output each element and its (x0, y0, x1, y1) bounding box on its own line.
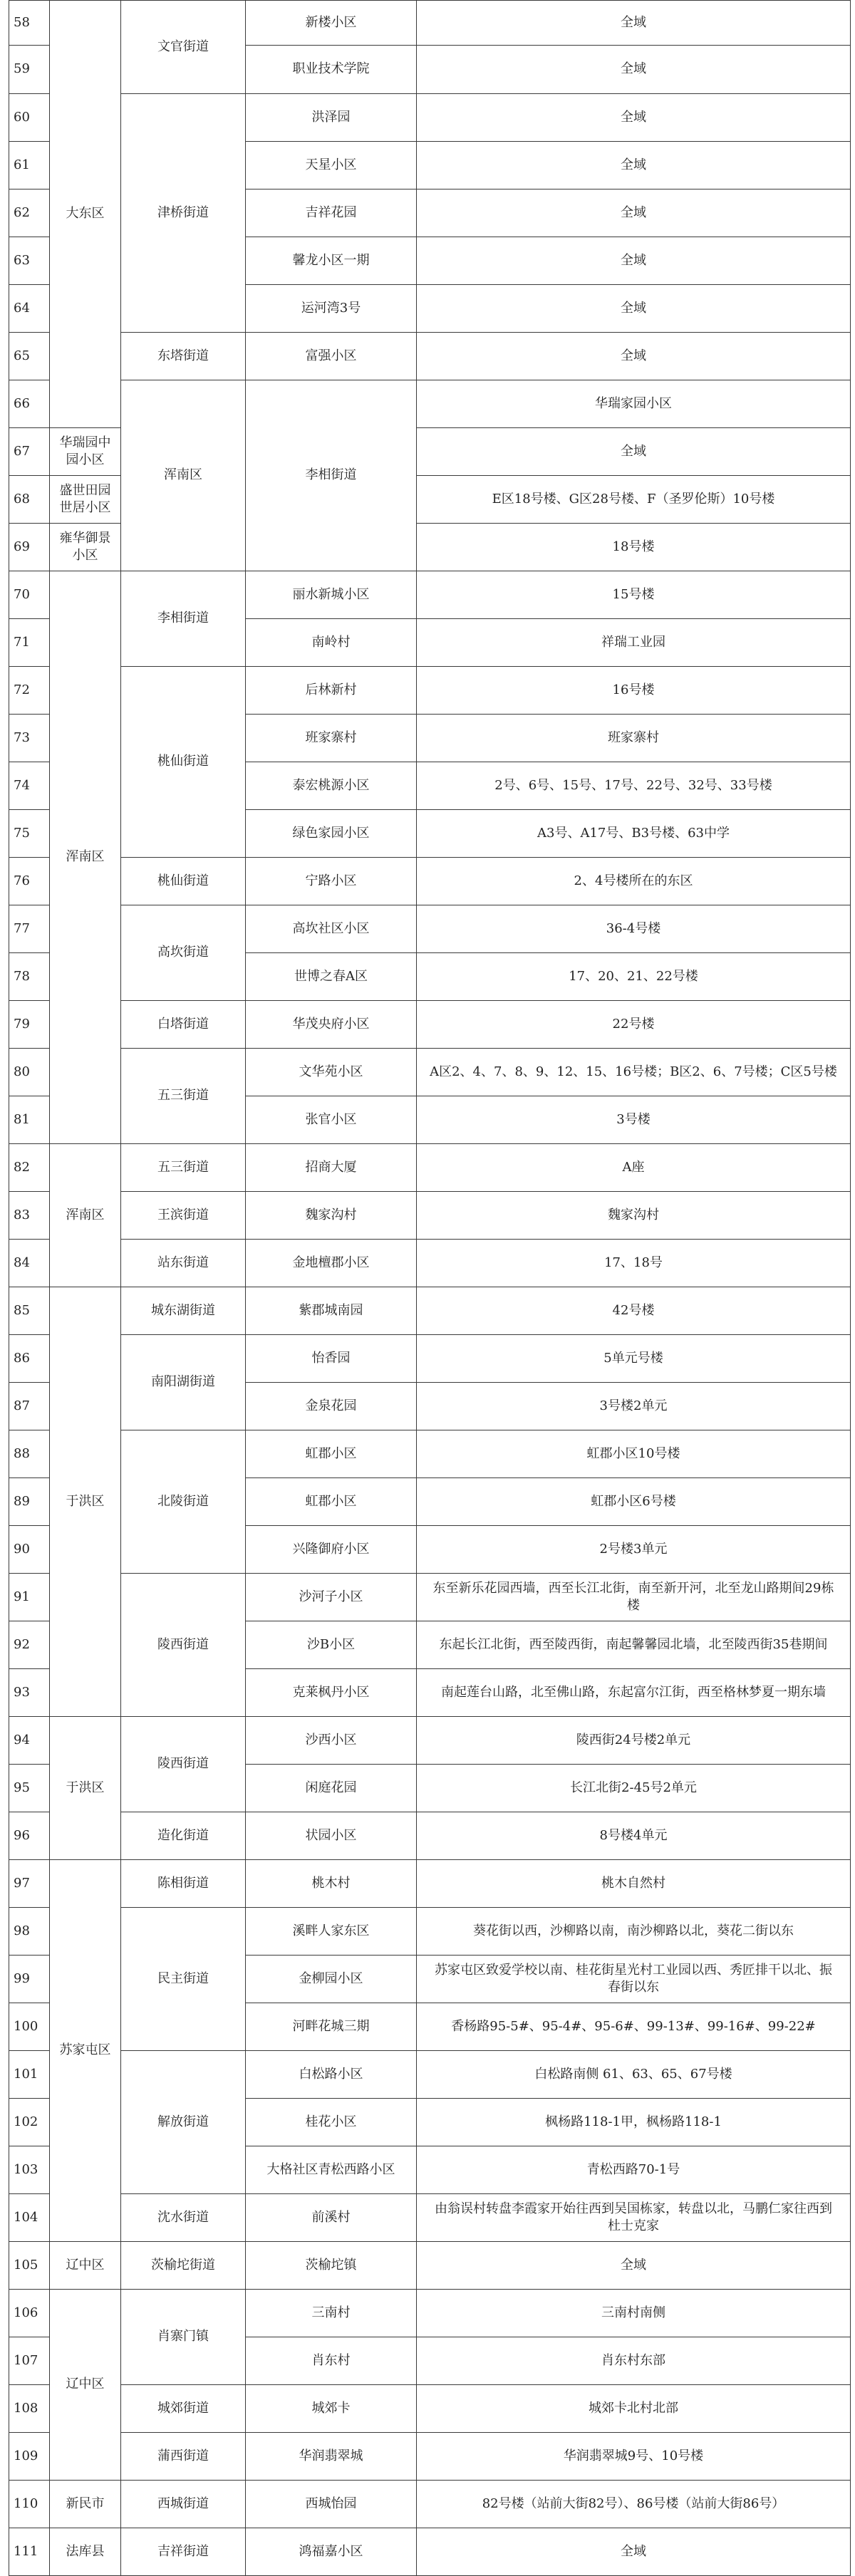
community-cell: 大格社区青松西路小区 (246, 2146, 417, 2194)
control-area-cell: A座 (417, 1144, 851, 1192)
control-area-cell: 魏家沟村 (417, 1192, 851, 1240)
community-cell: 南岭村 (246, 619, 417, 667)
community-cell: 三南村 (246, 2290, 417, 2337)
community-cell: 兴隆御府小区 (246, 1526, 417, 1574)
control-area-cell: 8号楼4单元 (417, 1812, 851, 1860)
control-area-cell: 17、18号 (417, 1240, 851, 1287)
table-row (9, 1049, 851, 1096)
community-cell: 张官小区 (246, 1096, 417, 1144)
row-number-cell: 86 (9, 1335, 50, 1383)
community-cell: 沙B小区 (246, 1621, 417, 1669)
community-cell: 桂花小区 (246, 2099, 417, 2146)
row-number-cell: 84 (9, 1240, 50, 1287)
row-number-cell: 71 (9, 619, 50, 667)
community-cell: 天星小区 (246, 142, 417, 189)
row-number-cell: 101 (9, 2051, 50, 2099)
district-cell: 浑南区 (50, 1144, 121, 1287)
row-number-cell: 68 (9, 476, 50, 524)
control-area-cell: 全域 (417, 1, 851, 46)
subdistrict-cell: 解放街道 (121, 2051, 246, 2194)
row-number-cell: 83 (9, 1192, 50, 1240)
district-cell: 辽中区 (50, 2290, 121, 2481)
row-number-cell: 93 (9, 1669, 50, 1717)
row-number-cell: 60 (9, 94, 50, 142)
control-area-cell: 南起莲台山路，北至佛山路，东起富尔江街，西至格林梦夏一期东墙 (417, 1669, 851, 1717)
community-cell: 华瑞园中园小区 (50, 428, 121, 476)
subdistrict-cell: 城郊街道 (121, 2385, 246, 2433)
row-number-cell: 61 (9, 142, 50, 189)
community-cell: 状园小区 (246, 1812, 417, 1860)
row-number-cell: 108 (9, 2385, 50, 2433)
row-number-cell: 67 (9, 428, 50, 476)
row-number-cell: 96 (9, 1812, 50, 1860)
community-cell: 鸿福嘉小区 (246, 2528, 417, 2576)
table-row (9, 2242, 851, 2290)
community-cell: 宁路小区 (246, 858, 417, 905)
community-cell: 班家寨村 (246, 715, 417, 762)
table-row (9, 1335, 851, 1383)
community-cell: 虹郡小区 (246, 1430, 417, 1478)
subdistrict-cell: 文官街道 (121, 1, 246, 94)
row-number-cell: 73 (9, 715, 50, 762)
table-row (9, 1144, 851, 1192)
table-row (9, 1908, 851, 1956)
table-row (9, 333, 851, 380)
community-cell: 华润翡翠城 (246, 2433, 417, 2481)
community-cell: 吉祥花园 (246, 189, 417, 237)
subdistrict-cell: 城东湖街道 (121, 1287, 246, 1335)
subdistrict-cell: 高坎街道 (121, 905, 246, 1001)
row-number-cell: 94 (9, 1717, 50, 1765)
subdistrict-cell: 李相街道 (246, 380, 417, 571)
table-row (9, 1240, 851, 1287)
community-cell: 绿色家园小区 (246, 810, 417, 858)
row-number-cell: 79 (9, 1001, 50, 1049)
row-number-cell: 82 (9, 1144, 50, 1192)
community-cell: 桃木村 (246, 1860, 417, 1908)
subdistrict-cell: 民主街道 (121, 1908, 246, 2051)
control-area-cell: 香杨路95-5#、95-4#、95-6#、99-13#、99-16#、99-22# (417, 2003, 851, 2051)
community-cell: 肖东村 (246, 2337, 417, 2385)
control-area-cell: 36-4号楼 (417, 905, 851, 953)
row-number-cell: 99 (9, 1956, 50, 2003)
control-area-cell: 东起长江北街，西至陵西街，南起馨馨园北墙，北至陵西街35巷期间 (417, 1621, 851, 1669)
row-number-cell: 105 (9, 2242, 50, 2290)
row-number-cell: 58 (9, 1, 50, 46)
control-area-cell: A3号、A17号、B3号楼、63中学 (417, 810, 851, 858)
community-cell: 沙河子小区 (246, 1574, 417, 1621)
community-cell: 富强小区 (246, 333, 417, 380)
table-body (9, 1, 851, 2576)
control-area-cell: 2号楼3单元 (417, 1526, 851, 1574)
subdistrict-cell: 陈相街道 (121, 1860, 246, 1908)
subdistrict-cell: 津桥街道 (121, 94, 246, 333)
subdistrict-cell: 沈水街道 (121, 2194, 246, 2242)
control-area-cell: 全域 (417, 2528, 851, 2576)
control-area-cell: E区18号楼、G区28号楼、F（圣罗伦斯）10号楼 (417, 476, 851, 524)
row-number-cell: 103 (9, 2146, 50, 2194)
control-area-cell: 2号、6号、15号、17号、22号、32号、33号楼 (417, 762, 851, 810)
control-area-cell: 全域 (417, 333, 851, 380)
subdistrict-cell: 蒲西街道 (121, 2433, 246, 2481)
table-row (9, 1717, 851, 1765)
control-area-cell: 东至新乐花园西墙，西至长江北街，南至新开河，北至龙山路期间29栋楼 (417, 1574, 851, 1621)
table-row (9, 1812, 851, 1860)
table-row (9, 571, 851, 619)
row-number-cell: 89 (9, 1478, 50, 1526)
epidemic-area-table (9, 0, 851, 2576)
subdistrict-cell: 李相街道 (121, 571, 246, 667)
community-cell: 洪泽园 (246, 94, 417, 142)
subdistrict-cell: 五三街道 (121, 1144, 246, 1192)
community-cell: 闲庭花园 (246, 1765, 417, 1812)
subdistrict-cell: 王滨街道 (121, 1192, 246, 1240)
community-cell: 高坎社区小区 (246, 905, 417, 953)
table-row (9, 858, 851, 905)
district-cell: 浑南区 (121, 380, 246, 571)
community-cell: 河畔花城三期 (246, 2003, 417, 2051)
community-cell: 雍华御景小区 (50, 524, 121, 571)
control-area-cell: 22号楼 (417, 1001, 851, 1049)
community-cell: 溪畔人家东区 (246, 1908, 417, 1956)
row-number-cell: 90 (9, 1526, 50, 1574)
control-area-cell: 2、4号楼所在的东区 (417, 858, 851, 905)
control-area-cell: 3号楼2单元 (417, 1383, 851, 1430)
subdistrict-cell: 肖寨门镇 (121, 2290, 246, 2385)
table-row (9, 905, 851, 953)
control-area-cell: 16号楼 (417, 667, 851, 715)
community-cell: 魏家沟村 (246, 1192, 417, 1240)
control-area-cell: 15号楼 (417, 571, 851, 619)
subdistrict-cell: 站东街道 (121, 1240, 246, 1287)
table-row (9, 1860, 851, 1908)
community-cell: 世博之春A区 (246, 953, 417, 1001)
table-row (9, 2433, 851, 2481)
table-row (9, 1430, 851, 1478)
row-number-cell: 81 (9, 1096, 50, 1144)
control-area-cell: 全域 (417, 46, 851, 94)
row-number-cell: 107 (9, 2337, 50, 2385)
community-cell: 紫郡城南园 (246, 1287, 417, 1335)
community-cell: 盛世田园世居小区 (50, 476, 121, 524)
table-row (9, 2290, 851, 2337)
subdistrict-cell: 东塔街道 (121, 333, 246, 380)
row-number-cell: 111 (9, 2528, 50, 2576)
control-area-cell: 苏家屯区致爱学校以南、桂花街星光村工业园以西、秀匠排干以北、振春街以东 (417, 1956, 851, 2003)
control-area-cell: 18号楼 (417, 524, 851, 571)
subdistrict-cell: 桃仙街道 (121, 858, 246, 905)
row-number-cell: 80 (9, 1049, 50, 1096)
subdistrict-cell: 北陵街道 (121, 1430, 246, 1574)
row-number-cell: 74 (9, 762, 50, 810)
row-number-cell: 102 (9, 2099, 50, 2146)
community-cell: 馨龙小区一期 (246, 237, 417, 285)
table-row (9, 2385, 851, 2433)
control-area-cell: 由翁误村转盘李霞家开始往西到吴国栋家，转盘以北，马鹏仁家往西到杜士克家 (417, 2194, 851, 2242)
district-cell: 法库县 (50, 2528, 121, 2576)
community-cell: 泰宏桃源小区 (246, 762, 417, 810)
community-cell: 华茂央府小区 (246, 1001, 417, 1049)
control-area-cell: 42号楼 (417, 1287, 851, 1335)
control-area-cell: A区2、4、7、8、9、12、15、16号楼；B区2、6、7号楼；C区5号楼 (417, 1049, 851, 1096)
community-cell: 茨榆坨镇 (246, 2242, 417, 2290)
row-number-cell: 64 (9, 285, 50, 333)
control-area-cell: 陵西街24号楼2单元 (417, 1717, 851, 1765)
district-cell: 新民市 (50, 2481, 121, 2528)
table-row (9, 1574, 851, 1621)
subdistrict-cell: 南阳湖街道 (121, 1335, 246, 1430)
control-area-cell: 祥瑞工业园 (417, 619, 851, 667)
community-cell: 华瑞家园小区 (417, 380, 851, 428)
district-cell: 辽中区 (50, 2242, 121, 2290)
row-number-cell: 70 (9, 571, 50, 619)
table-row (9, 2051, 851, 2099)
row-number-cell: 98 (9, 1908, 50, 1956)
district-cell: 于洪区 (50, 1717, 121, 1860)
table-row (9, 2194, 851, 2242)
table-row (9, 2528, 851, 2576)
row-number-cell: 77 (9, 905, 50, 953)
community-cell: 前溪村 (246, 2194, 417, 2242)
control-area-cell: 全域 (417, 285, 851, 333)
control-area-cell: 82号楼（站前大街82号）、86号楼（站前大街86号） (417, 2481, 851, 2528)
subdistrict-cell: 陵西街道 (121, 1717, 246, 1812)
subdistrict-cell: 陵西街道 (121, 1574, 246, 1717)
community-cell: 沙西小区 (246, 1717, 417, 1765)
control-area-cell: 华润翡翠城9号、10号楼 (417, 2433, 851, 2481)
control-area-cell: 全域 (417, 142, 851, 189)
row-number-cell: 63 (9, 237, 50, 285)
row-number-cell: 104 (9, 2194, 50, 2242)
community-cell: 克莱枫丹小区 (246, 1669, 417, 1717)
community-cell: 金泉花园 (246, 1383, 417, 1430)
community-cell: 后林新村 (246, 667, 417, 715)
community-cell: 新楼小区 (246, 1, 417, 46)
control-area-cell: 全域 (417, 94, 851, 142)
row-number-cell: 76 (9, 858, 50, 905)
district-cell: 浑南区 (50, 571, 121, 1144)
row-number-cell: 59 (9, 46, 50, 94)
subdistrict-cell: 茨榆坨街道 (121, 2242, 246, 2290)
district-cell: 大东区 (50, 1, 121, 428)
community-cell: 城郊卡 (246, 2385, 417, 2433)
control-area-cell: 肖东村东部 (417, 2337, 851, 2385)
community-cell: 白松路小区 (246, 2051, 417, 2099)
control-area-cell: 17、20、21、22号楼 (417, 953, 851, 1001)
row-number-cell: 66 (9, 380, 50, 428)
control-area-cell: 全域 (417, 189, 851, 237)
table-row (9, 1192, 851, 1240)
subdistrict-cell: 吉祥街道 (121, 2528, 246, 2576)
table-row (9, 2481, 851, 2528)
table-row (9, 94, 851, 142)
table-row (9, 380, 851, 428)
row-number-cell: 72 (9, 667, 50, 715)
community-cell: 运河湾3号 (246, 285, 417, 333)
row-number-cell: 110 (9, 2481, 50, 2528)
control-area-cell: 葵花街以西，沙柳路以南，南沙柳路以北，葵花二街以东 (417, 1908, 851, 1956)
district-cell: 苏家屯区 (50, 1860, 121, 2242)
row-number-cell: 85 (9, 1287, 50, 1335)
community-cell: 职业技术学院 (246, 46, 417, 94)
row-number-cell: 65 (9, 333, 50, 380)
control-area-cell: 枫杨路118-1甲，枫杨路118-1 (417, 2099, 851, 2146)
community-cell: 金柳园小区 (246, 1956, 417, 2003)
row-number-cell: 62 (9, 189, 50, 237)
row-number-cell: 75 (9, 810, 50, 858)
community-cell: 丽水新城小区 (246, 571, 417, 619)
control-area-cell: 虹郡小区10号楼 (417, 1430, 851, 1478)
control-area-cell: 班家寨村 (417, 715, 851, 762)
control-area-cell: 虹郡小区6号楼 (417, 1478, 851, 1526)
row-number-cell: 106 (9, 2290, 50, 2337)
table-row (9, 1, 851, 46)
subdistrict-cell: 桃仙街道 (121, 667, 246, 858)
row-number-cell: 88 (9, 1430, 50, 1478)
row-number-cell: 92 (9, 1621, 50, 1669)
row-number-cell: 95 (9, 1765, 50, 1812)
subdistrict-cell: 白塔街道 (121, 1001, 246, 1049)
community-cell: 金地檀郡小区 (246, 1240, 417, 1287)
table-row (9, 667, 851, 715)
row-number-cell: 91 (9, 1574, 50, 1621)
district-cell: 于洪区 (50, 1287, 121, 1717)
community-cell: 文华苑小区 (246, 1049, 417, 1096)
row-number-cell: 78 (9, 953, 50, 1001)
control-area-cell: 桃木自然村 (417, 1860, 851, 1908)
control-area-cell: 全域 (417, 428, 851, 476)
community-cell: 怡香园 (246, 1335, 417, 1383)
table-row (9, 1287, 851, 1335)
control-area-cell: 三南村南侧 (417, 2290, 851, 2337)
control-area-cell: 白松路南侧 61、63、65、67号楼 (417, 2051, 851, 2099)
community-cell: 虹郡小区 (246, 1478, 417, 1526)
row-number-cell: 69 (9, 524, 50, 571)
row-number-cell: 87 (9, 1383, 50, 1430)
row-number-cell: 109 (9, 2433, 50, 2481)
control-area-cell: 5单元号楼 (417, 1335, 851, 1383)
control-area-cell: 长江北街2-45号2单元 (417, 1765, 851, 1812)
control-area-cell: 城郊卡北村北部 (417, 2385, 851, 2433)
control-area-cell: 3号楼 (417, 1096, 851, 1144)
control-area-cell: 青松西路70-1号 (417, 2146, 851, 2194)
row-number-cell: 100 (9, 2003, 50, 2051)
row-number-cell: 97 (9, 1860, 50, 1908)
subdistrict-cell: 造化街道 (121, 1812, 246, 1860)
community-cell: 西城怡园 (246, 2481, 417, 2528)
subdistrict-cell: 五三街道 (121, 1049, 246, 1144)
table-row (9, 1001, 851, 1049)
subdistrict-cell: 西城街道 (121, 2481, 246, 2528)
control-area-cell: 全域 (417, 2242, 851, 2290)
community-cell: 招商大厦 (246, 1144, 417, 1192)
control-area-cell: 全域 (417, 237, 851, 285)
